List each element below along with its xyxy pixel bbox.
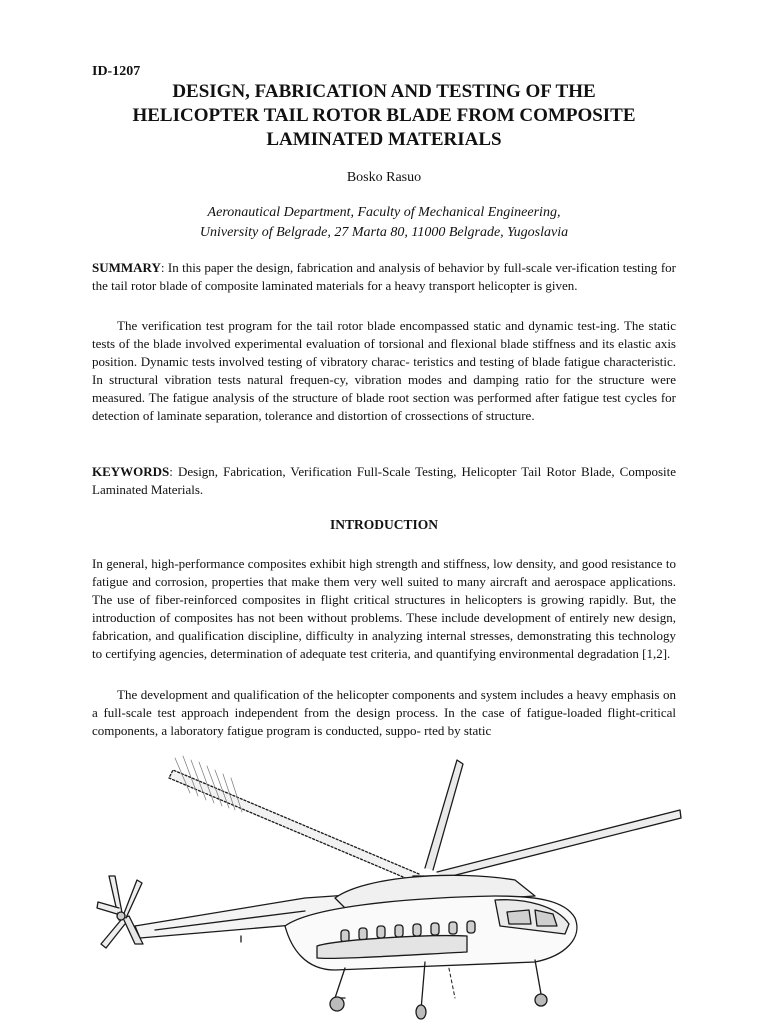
intro-paragraph-2: The development and qualification of the helicopter components and system includes a heavy emphasis on a full-scale test approach independent from the design process. In the case of fatigue-loaded flight-critical components, a laboratory fatigue program is conducted, suppo- rted by static [92,687,676,738]
summary-paragraph-2: The verification test program for the tail rotor blade encompassed static and dynamic test-ing. The static tests of the blade involved experimental evaluation of torsional and flexional blade stiffness and its elastic axis position. Dynamic tests involved testing of vibratory charac- teristics and testing of blade fatigue characteristic. In structural vibration tests natural frequen-cy, vibration modes and damping ratio for the structure were measured. The fatigue analysis of the structure of blade root section was performed after fatigue test cycles for detection of laminate separation, tolerance and distortion of crossections of structure. [92,318,676,423]
title-line: LAMINATED MATERIALS [266,129,502,150]
keywords-label: KEYWORDS [92,464,170,479]
section-heading-introduction: INTRODUCTION [329,517,438,532]
summary-label: SUMMARY [92,260,161,275]
paper-id: ID-1207 [92,64,141,79]
summary-text: : In this paper the design, fabrication and analysis of behavior by full-scale ver-ification testing for the tail rotor blade of composite laminated materials for a heavy transport helicopter is given. [92,260,676,293]
keywords-paragraph [92,463,676,499]
paper-title [92,80,676,152]
title-line: DESIGN, FABRICATION AND TESTING OF THE [172,81,596,102]
keywords-text: : Design, Fabrication, Verification Full-Scale Testing, Helicopter Tail Rotor Blade, Composite Laminated Materials. [92,464,676,497]
title-line: HELICOPTER TAIL ROTOR BLADE FROM COMPOSITE [132,105,636,126]
affiliation-line: University of Belgrade, 27 Marta 80, 11000 Belgrade, Yugoslavia [199,225,569,240]
affiliation [92,203,676,243]
helicopter-illustration [95,748,685,1020]
intro-paragraph-1: In general, high-performance composites exhibit high strength and stiffness, low density, and good resistance to fatigue and corrosion, properties that make them very well suited to many aircraft and aerospace applications. The use of fiber-reinforced composites in flight critical structures in helicopters is growing rapidly. But, the introduction of composites has not been without problems. These include development of entirely new design, fabrication, and qualification discipline, difficulty in analyzing internal stresses, demonstrating this technology to certifying agencies, determination of adequate test criteria, and quantifying environmental degradation [1,2]. [92,556,676,661]
summary-paragraph [92,259,676,295]
affiliation-line: Aeronautical Department, Faculty of Mechanical Engineering, [207,205,561,220]
author-name: Bosko Rasuo [346,170,422,185]
